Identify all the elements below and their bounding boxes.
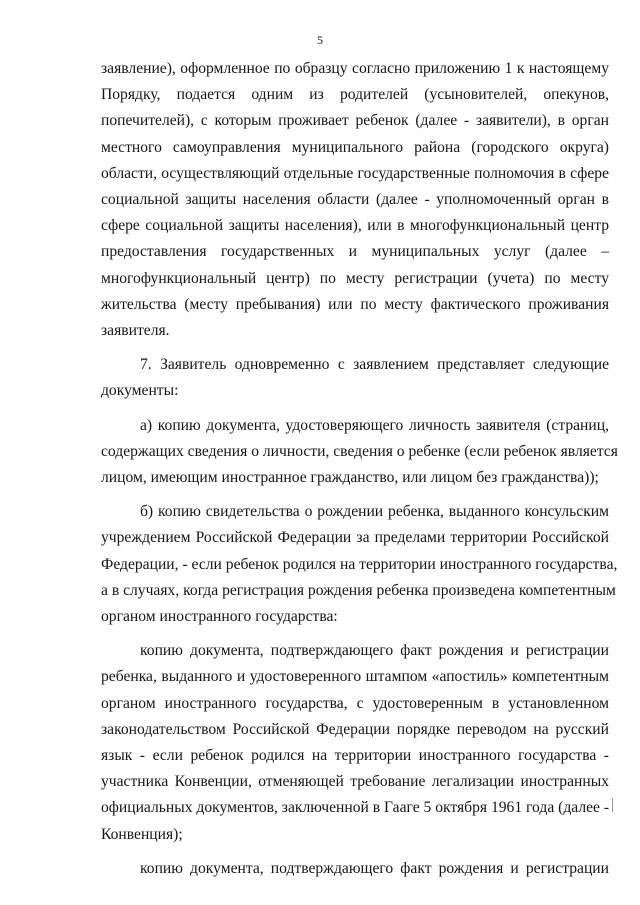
text-line: заявление), оформленное по образцу согласно приложению 1 к настоящему (101, 60, 609, 77)
paragraph-item-b (101, 499, 618, 630)
text-line: язык - если ребенок родился на территории иностранного государства - (101, 747, 609, 765)
text-line: учреждением Российской Федерации за пределами территории Российской (101, 529, 609, 547)
paragraph-continuation (101, 56, 609, 344)
text-line: многофункциональный центр) по месту регистрации (учета) по месту (101, 269, 609, 287)
text-line: попечителей), с которым проживает ребенок (далее - заявители), в орган (101, 112, 609, 130)
text-line: б) копию свидетельства о рождении ребенка, выданного консульским (140, 503, 609, 521)
text-line: ребенка, выданного и удостоверенного штампом «апостиль» компетентным (101, 668, 609, 686)
text-line: а) копию документа, удостоверяющего личность заявителя (страниц, (140, 416, 609, 434)
paragraph-item-7 (101, 352, 609, 404)
text-line: жительства (месту пребывания) или по месту фактического проживания (101, 295, 609, 313)
text-line: лицом, имеющим иностранное гражданство, или лицом без гражданства)); (101, 469, 599, 487)
text-line: Конвенция); (101, 825, 183, 843)
document-body (101, 56, 618, 882)
text-line: местного самоуправления муниципального района (городского округа) (101, 138, 609, 156)
text-line: сфере социальной защиты населения), или в многофункциональный центр (101, 217, 609, 235)
text-line: заявителя. (101, 322, 170, 340)
paragraph-copy-next (101, 856, 609, 882)
text-line: предоставления государственных и муниципальных услуг (далее – (101, 243, 609, 261)
text-line: копию документа, подтверждающего факт рождения и регистрации (140, 859, 609, 877)
scan-margin-mark (612, 798, 613, 812)
text-line: Федерации, - если ребенок родился на территории иностранного государства, (101, 555, 618, 573)
text-line: содержащих сведения о личности, сведения о ребенке (если ребенок является (101, 442, 618, 460)
text-line: документы: (101, 382, 179, 400)
paragraph-apostille (101, 638, 609, 848)
text-line: а в случаях, когда регистрация рождения ребенка произведена компетентным (101, 581, 616, 599)
text-line: социальной защиты населения области (далее - уполномоченный орган в (101, 191, 609, 209)
text-line: копию документа, подтверждающего факт рождения и регистрации (140, 642, 609, 660)
paragraph-item-a (101, 413, 618, 492)
text-line: законодательством Российской Федерации порядке переводом на русский (101, 720, 609, 738)
text-line: органом иностранного государства: (101, 608, 338, 626)
text-line: Порядку, подается одним из родителей (усыновителей, опекунов, (101, 86, 609, 104)
text-line: 7. Заявитель одновременно с заявлением представляет следующие (140, 356, 609, 374)
text-line: участника Конвенции, отменяющей требование легализации иностранных (101, 773, 609, 791)
page-number: 5 (317, 33, 323, 47)
text-line: области, осуществляющий отдельные государственные полномочия в сфере (101, 164, 609, 182)
text-line: органом иностранного государства, с удостоверенным в установленном (101, 694, 609, 712)
text-line: официальных документов, заключенной в Гааге 5 октября 1961 года (далее - (101, 799, 610, 817)
